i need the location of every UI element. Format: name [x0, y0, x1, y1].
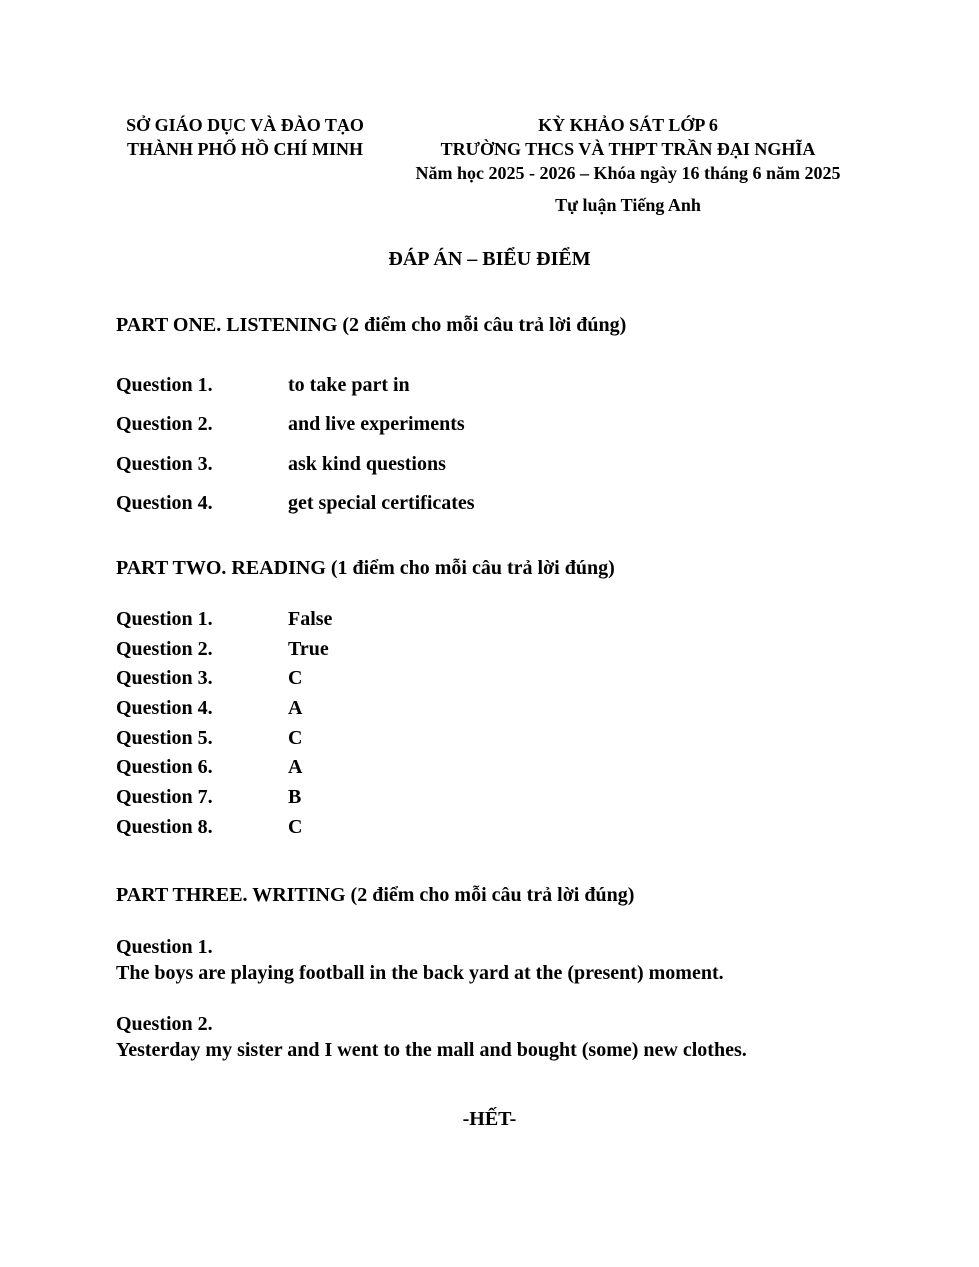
- list-item: [116, 492, 475, 515]
- answer: False: [288, 608, 333, 630]
- exam-name: KỲ KHẢO SÁT LỚP 6: [538, 115, 718, 135]
- list-item: [116, 727, 302, 750]
- school-name: TRƯỜNG THCS VÀ THPT TRẦN ĐẠI NGHĨA: [440, 139, 816, 159]
- question-label: Question 1.: [116, 374, 213, 396]
- list-item: [116, 413, 465, 436]
- question-label: Question 4.: [116, 697, 213, 719]
- writing-question-label: Question 1.: [116, 936, 213, 958]
- answer: A: [288, 697, 303, 719]
- writing-answer: Yesterday my sister and I went to the mall and bought (some) new clothes.: [116, 1039, 747, 1061]
- answer: C: [288, 667, 303, 689]
- issuer-line-2: THÀNH PHỐ HỒ CHÍ MINH: [126, 139, 363, 159]
- answer: A: [288, 756, 303, 778]
- writing-answer: The boys are playing football in the back yard at the (present) moment.: [116, 962, 724, 984]
- list-item: [116, 374, 410, 397]
- issuer-line-1: SỞ GIÁO DỤC VÀ ĐÀO TẠO: [126, 115, 364, 135]
- question-label: Question 8.: [116, 816, 213, 838]
- list-item: [116, 667, 302, 690]
- part1-heading: PART ONE. LISTENING (2 điểm cho mỗi câu trả lời đúng): [116, 314, 627, 336]
- question-label: Question 1.: [116, 608, 213, 630]
- question-label: Question 3.: [116, 453, 213, 475]
- part3-heading: PART THREE. WRITING (2 điểm cho mỗi câu trả lời đúng): [116, 884, 635, 906]
- page-title: ĐÁP ÁN – BIỂU ĐIỂM: [388, 248, 591, 270]
- exam-subject: Tự luận Tiếng Anh: [555, 195, 701, 215]
- end-marker: -HẾT-: [462, 1108, 517, 1130]
- question-label: Question 6.: [116, 756, 213, 778]
- question-label: Question 2.: [116, 413, 213, 435]
- question-label: Question 4.: [116, 492, 213, 514]
- question-label: Question 3.: [116, 667, 213, 689]
- answer: C: [288, 816, 303, 838]
- list-item: [116, 786, 301, 809]
- list-item: [116, 816, 302, 839]
- list-item: [116, 697, 302, 720]
- part2-heading: PART TWO. READING (1 điểm cho mỗi câu trả lời đúng): [116, 557, 615, 579]
- answer: ask kind questions: [288, 453, 446, 475]
- question-label: Question 7.: [116, 786, 213, 808]
- exam-info-block: [388, 113, 868, 217]
- answer: and live experiments: [288, 413, 465, 435]
- answer: B: [288, 786, 302, 808]
- answer: True: [288, 638, 329, 660]
- answer: C: [288, 727, 303, 749]
- exam-date: Năm học 2025 - 2026 – Khóa ngày 16 tháng 6 năm 2025: [415, 163, 841, 183]
- writing-question-label: Question 2.: [116, 1013, 213, 1035]
- question-label: Question 5.: [116, 727, 213, 749]
- list-item: [116, 638, 329, 661]
- answer: get special certificates: [288, 492, 475, 514]
- list-item: [116, 756, 302, 779]
- answer: to take part in: [288, 374, 410, 396]
- list-item: [116, 453, 446, 476]
- list-item: [116, 608, 332, 631]
- issuer-block: [110, 113, 380, 161]
- question-label: Question 2.: [116, 638, 213, 660]
